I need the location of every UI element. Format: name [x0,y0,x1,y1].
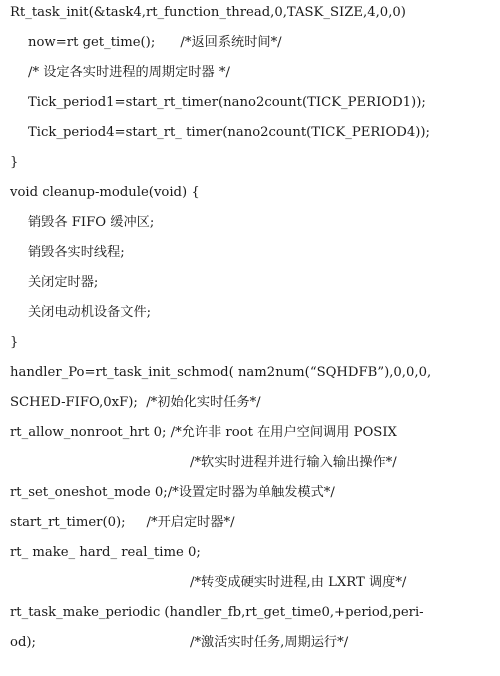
code-line-23: /*激活实时任务,周期运行*/ [190,635,349,650]
code-line-20: /*转变成硬实时进程,由 LXRT 调度*/ [190,575,407,590]
code-line-13: handler_Po=rt_task_init_schmod( nam2num(“SQHDFB”),0,0,0, [10,365,432,380]
code-line-1: Rt_task_init(&task4,rt_function_thread,0,TASK_SIZE,4,0,0) [10,5,406,20]
code-line-10: 关闭定时器; [28,275,99,290]
code-line-18: start_rt_timer(0); /*开启定时器*/ [10,515,235,530]
code-line-22: od); [10,635,36,650]
code-line-7: void cleanup-module(void) { [10,185,200,200]
code-line-17: rt_set_oneshot_mode 0;/*设置定时器为单触发模式*/ [10,485,335,500]
code-line-11: 关闭电动机设备文件; [28,305,152,320]
code-line-3: /* 设定各实时进程的周期定时器 */ [28,65,230,80]
code-line-9: 销毁各实时线程; [28,245,125,260]
code-line-2: now=rt get_time(); /*返回系统时间*/ [28,35,282,50]
code-line-16: /*软实时进程并进行输入输出操作*/ [190,455,397,470]
code-line-8: 销毁各 FIFO 缓冲区; [28,215,155,230]
code-line-19: rt_ make_ hard_ real_time 0; [10,545,201,560]
code-line-5: Tick_period4=start_rt_ timer(nano2count(TICK_PERIOD4)); [28,125,430,140]
code-line-4: Tick_period1=start_rt_timer(nano2count(TICK_PERIOD1)); [28,95,426,110]
code-line-14: SCHED-FIFO,0xF); /*初始化实时任务*/ [10,395,261,410]
code-line-6: } [10,155,19,170]
code-line-21: rt_task_make_periodic (handler_fb,rt_get_time0,+period,peri- [10,605,424,620]
code-line-12: } [10,335,19,350]
code-line-15: rt_allow_nonroot_hrt 0; /*允许非 root 在用户空间调用 POSIX [10,425,397,440]
